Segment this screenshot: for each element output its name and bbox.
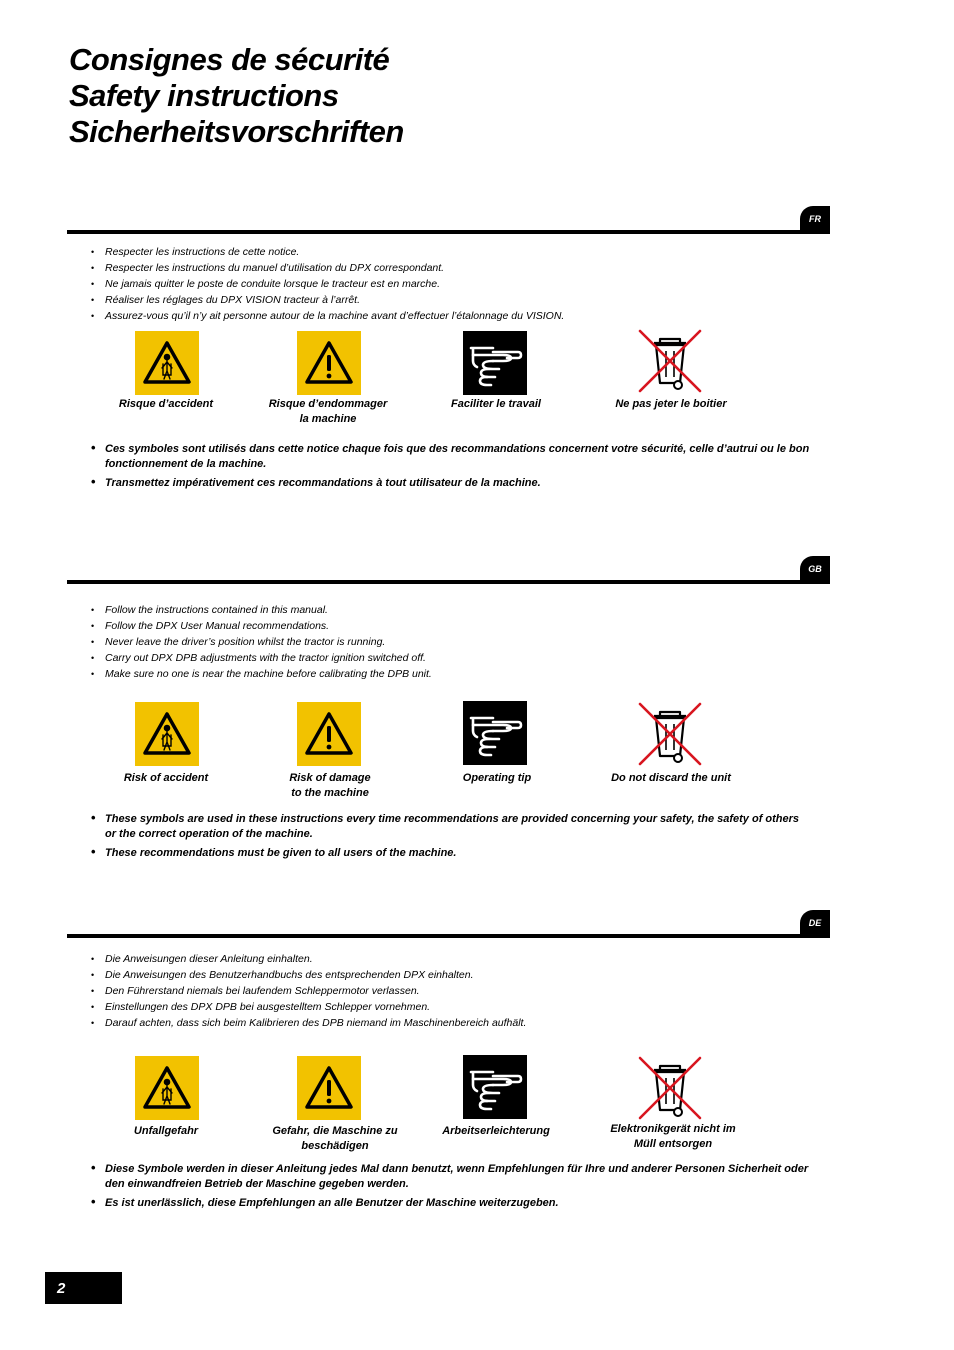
note-item: • Transmettez impérativement ces recommandations à tout utilisateur de la machine. [91,476,811,491]
symbol-label-accident: Risque d’accident [118,398,214,410]
instruction-list [91,244,564,324]
symbol-label-damage: Risque d’endommager la machine [268,398,388,425]
symbol-label-accident: Unfallgefahr [133,1125,199,1137]
crossed-out-bin-icon [638,1056,702,1120]
accident-warning-icon [135,331,199,395]
section-fr [0,206,954,536]
instruction-item: • Réaliser les réglages du DPX VISION tracteur à l’arrêt. [91,292,564,308]
instruction-item: • Die Anweisungen des Benutzerhandbuchs des entsprechenden DPX einhalten. [91,967,526,983]
section-divider [67,934,830,938]
instruction-item: • Den Führerstand niemals bei laufendem Schleppermotor verlassen. [91,983,526,999]
instruction-item: • Carry out DPX DPB adjustments with the tractor ignition switched off. [91,650,432,666]
symbol-label-bin: Ne pas jeter le boitier [615,398,727,410]
section-de [0,910,954,1240]
symbol-label-tip: Faciliter le travail [451,398,541,410]
damage-warning-icon [297,1056,361,1120]
symbol-label-damage: Risk of damage to the machine [289,772,371,799]
instruction-item: • Never leave the driver’s position whilst the tractor is running. [91,634,432,650]
notes-list [91,442,811,495]
note-item: • These recommendations must be given to all users of the machine. [91,846,811,861]
note-item: • These symbols are used in these instructions every time recommendations are provided concerning your safety, the safety of others or the correct operation of the machine. [91,812,811,841]
section-divider [67,580,830,584]
instruction-item: • Darauf achten, dass sich beim Kalibrieren des DPB niemand im Maschinenbereich aufhält. [91,1015,526,1031]
instruction-item: • Make sure no one is near the machine before calibrating the DPB unit. [91,666,432,682]
symbol-label-bin: Elektronikgerät nicht im Müll entsorgen [610,1123,736,1150]
language-badge-de: DE [800,910,830,936]
section-gb [0,556,954,886]
instruction-list [91,951,526,1031]
instruction-item: • Follow the instructions contained in this manual. [91,602,432,618]
notes-list [91,812,811,865]
note-item: • Es ist unerlässlich, diese Empfehlungen an alle Benutzer der Maschine weiterzugeben. [91,1196,811,1211]
accident-warning-icon [135,1056,199,1120]
symbol-label-tip: Operating tip [462,772,532,784]
symbol-label-accident: Risk of accident [123,772,209,784]
note-item: • Diese Symbole werden in dieser Anleitung jedes Mal dann benutzt, wenn Empfehlungen für Ihre und anderer Personen Sicherheit oder den einwandfreien Betrieb der Maschine gegeben werden. [91,1162,811,1191]
section-divider [67,230,830,234]
note-item: • Ces symboles sont utilisés dans cette notice chaque fois que des recommandations concernent votre sécurité, celle d’autrui ou le bon fonctionnement de la machine. [91,442,811,471]
language-badge-fr: FR [800,206,830,232]
title-english: Safety instructions [69,78,339,113]
page-title [69,42,404,150]
damage-warning-icon [297,331,361,395]
symbol-label-tip: Arbeitserleichterung [442,1125,550,1137]
damage-warning-icon [297,702,361,766]
instruction-item: • Ne jamais quitter le poste de conduite lorsque le tracteur est en marche. [91,276,564,292]
symbol-label-bin: Do not discard the unit [611,772,731,784]
language-badge-gb: GB [800,556,830,582]
operating-tip-hand-icon [463,701,527,765]
operating-tip-hand-icon [463,331,527,395]
instruction-item: • Assurez-vous qu’il n’y ait personne autour de la machine avant d’effectuer l’étalonnage du VISION. [91,308,564,324]
instruction-list [91,602,432,682]
instruction-item: • Die Anweisungen dieser Anleitung einhalten. [91,951,526,967]
operating-tip-hand-icon [463,1055,527,1119]
instruction-item: • Einstellungen des DPX DPB bei ausgestelltem Schlepper vornehmen. [91,999,526,1015]
symbol-label-damage: Gefahr, die Maschine zu beschädigen [272,1125,398,1152]
title-french: Consignes de sécurité [69,42,390,77]
accident-warning-icon [135,702,199,766]
instruction-item: • Respecter les instructions de cette notice. [91,244,564,260]
crossed-out-bin-icon [638,702,702,766]
notes-list [91,1162,811,1215]
page-number: 2 [45,1272,122,1304]
title-german: Sicherheitsvorschriften [69,114,404,149]
instruction-item: • Follow the DPX User Manual recommendations. [91,618,432,634]
crossed-out-bin-icon [638,329,702,393]
instruction-item: • Respecter les instructions du manuel d’utilisation du DPX correspondant. [91,260,564,276]
